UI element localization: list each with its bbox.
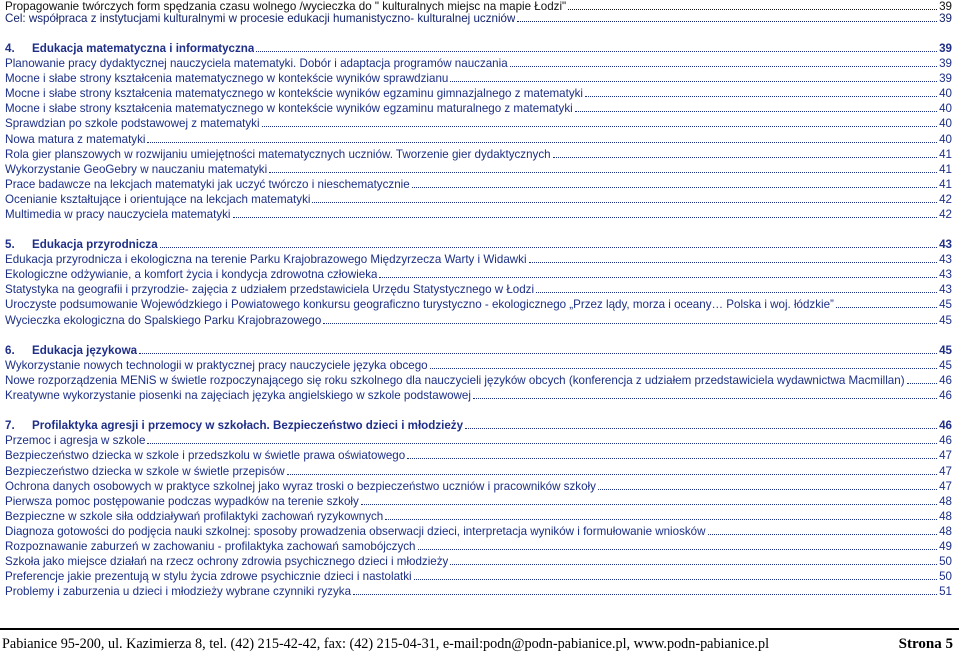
dot-leader (139, 345, 937, 354)
dot-leader (575, 103, 937, 112)
footer-address: Pabianice 95-200, ul. Kazimierza 8, tel. (42) 215-42-42, fax: (42) 215-04-31, e-mail:podn@podn-pabianice.pl, www.podn-pabianice.pl (2, 636, 770, 652)
dot-leader (529, 254, 938, 263)
toc-entry-page: 43 (939, 268, 952, 281)
toc-entry-page: 46 (939, 419, 952, 432)
toc-entry-title: Wykorzystanie GeoGebry w nauczaniu matematyki (5, 163, 268, 176)
toc-entry-page: 40 (939, 133, 952, 146)
toc-entry-page: 39 (939, 12, 952, 25)
toc-section-number: 7. (5, 419, 15, 432)
dot-leader (430, 360, 937, 369)
dot-leader (323, 315, 937, 324)
page-footer (0, 628, 959, 655)
dot-leader (412, 179, 937, 188)
toc-entry-page: 45 (939, 344, 952, 357)
toc-entry-page: 39 (939, 42, 952, 55)
dot-leader (465, 420, 937, 429)
dot-leader (418, 541, 938, 550)
toc-entry-page: 43 (939, 238, 952, 251)
toc-entry[interactable] (5, 57, 952, 70)
dot-leader (353, 586, 937, 595)
dot-leader (361, 496, 937, 505)
toc-entry[interactable] (5, 359, 952, 372)
toc-entry-title: Multimedia w pracy nauczyciela matematyki (5, 208, 231, 221)
toc-entry-title: Edukacja matematyczna i informatyczna (32, 42, 255, 55)
dot-leader (256, 43, 937, 52)
toc-entry-title: Ochrona danych osobowych w praktyce szkolnej jako wyraz troski o bezpieczeństwo uczniów i pracowników szkoły (5, 480, 596, 493)
toc-entry[interactable] (5, 555, 952, 568)
toc-entry-title: Wykorzystanie nowych technologii w praktycznej pracy nauczyciele języka obcego (5, 359, 428, 372)
toc-entry[interactable] (5, 434, 952, 447)
dot-leader (585, 88, 937, 97)
toc-entry[interactable] (5, 480, 952, 493)
dot-leader (536, 284, 937, 293)
toc-entry-page: 41 (939, 178, 952, 191)
toc-entry-title: Bezpieczne w szkole siła oddziaływań profilaktyki zachowań ryzykownych (5, 510, 384, 523)
toc-entry-title: Profilaktyka agresji i przemocy w szkołach. Bezpieczeństwo dzieci i młodzieży (32, 419, 464, 432)
toc-entry-title: Mocne i słabe strony kształcenia matematycznego w kontekście wyników egzaminu maturalnego z matematyki (5, 102, 573, 115)
dot-leader (147, 435, 937, 444)
toc-entry-title: Problemy i zaburzenia u dzieci i młodzieży wybrane czynniki ryzyka (5, 585, 352, 598)
toc-entry-page: 41 (939, 163, 952, 176)
toc-entry-title: Nowa matura z matematyki (5, 133, 146, 146)
toc-entry-page: 46 (939, 434, 952, 447)
toc-entry[interactable] (5, 102, 952, 115)
toc-section-number: 4. (5, 42, 15, 55)
toc-entry-title: Propagowanie twórczych form spędzania czasu wolnego /wycieczka do " kulturalnych miejsc na mapie Łodzi" (5, 0, 567, 13)
toc-section-heading[interactable] (5, 419, 952, 432)
dot-leader (379, 269, 937, 278)
toc-entry-page: 46 (939, 389, 952, 402)
toc-entry-page: 45 (939, 359, 952, 372)
toc-entry-page: 50 (939, 570, 952, 583)
toc-entry-title: Cel: współpraca z instytucjami kulturalnymi w procesie edukacji humanistyczno- kulturalnej uczniów (5, 12, 516, 25)
toc-entry-page: 47 (939, 449, 952, 462)
toc-entry-page: 46 (939, 374, 952, 387)
toc-entry-page: 48 (939, 495, 952, 508)
toc-entry-title: Przemoc i agresja w szkole (5, 434, 146, 447)
toc-entry-page: 45 (939, 314, 952, 327)
toc-entry-title: Mocne i słabe strony kształcenia matematycznego w kontekście wyników sprawdzianu (5, 72, 449, 85)
dot-leader (517, 13, 937, 22)
toc-entry[interactable] (5, 208, 952, 221)
toc-entry-title: Nowe rozporządzenia MENiS w świetle rozpoczynającego się roku szkolnego dla nauczycieli języków obcych (konferencja z udziałem przedstawiciela wydawnictwa Macmillan) (5, 374, 905, 387)
toc-entry[interactable] (5, 87, 952, 100)
toc-entry-page: 40 (939, 87, 952, 100)
dot-leader (510, 58, 937, 67)
toc-entry[interactable] (5, 148, 952, 161)
toc-entry[interactable] (5, 585, 952, 598)
toc-entry[interactable] (5, 298, 952, 311)
toc-entry[interactable] (5, 495, 952, 508)
toc-entry-title: Wycieczka ekologiczna do Spalskiego Parku Krajobrazowego (5, 314, 322, 327)
dot-leader (450, 73, 937, 82)
toc-entry-page: 49 (939, 540, 952, 553)
toc-entry-page: 43 (939, 283, 952, 296)
dot-leader (553, 149, 938, 158)
dot-leader (450, 556, 937, 565)
toc-entry-page: 40 (939, 102, 952, 115)
toc-entry-title: Sprawdzian po szkole podstawowej z matematyki (5, 117, 260, 130)
toc-entry-title: Preferencje jakie prezentują w stylu życia zdrowe psychicznie dzieci i nastolatki (5, 570, 412, 583)
toc-entry[interactable] (5, 253, 952, 266)
toc-entry[interactable] (5, 314, 952, 327)
toc-entry-title: Ekologiczne odżywianie, a komfort życia i kondycja zdrowotna człowieka (5, 268, 378, 281)
toc-entry-title: Szkoła jako miejsce działań na rzecz ochrony zdrowia psychicznego dzieci i młodzieży (5, 555, 449, 568)
toc-entry-page: 39 (939, 72, 952, 85)
toc-entry[interactable] (5, 163, 952, 176)
toc-entry-title: Bezpieczeństwo dziecka w szkole w świetle przepisów (5, 465, 285, 478)
dot-leader (414, 571, 937, 580)
dot-leader (598, 481, 937, 490)
toc-section-heading[interactable] (5, 42, 952, 55)
toc-entry[interactable] (5, 193, 952, 206)
toc-entry-title: Mocne i słabe strony kształcenia matematycznego w kontekście wyników egzaminu gimnazjalnego z matematyki (5, 87, 584, 100)
toc-entry[interactable] (5, 525, 952, 538)
dot-leader (708, 526, 938, 535)
dot-leader (160, 239, 937, 248)
toc-entry-title: Prace badawcze na lekcjach matematyki jak uczyć twórczo i nieschematycznie (5, 178, 410, 191)
toc-entry[interactable] (5, 449, 952, 462)
toc-entry-title: Pierwsza pomoc postępowanie podczas wypadków na terenie szkoły (5, 495, 359, 508)
toc-entry-page: 50 (939, 555, 952, 568)
toc-entry[interactable] (5, 117, 952, 130)
toc-entry-title: Rozpoznawanie zaburzeń w zachowaniu - profilaktyka zachowań samobójczych (5, 540, 416, 553)
toc-entry-page: 42 (939, 208, 952, 221)
toc-entry[interactable] (5, 133, 952, 146)
toc-entry-page: 48 (939, 510, 952, 523)
toc-entry-title: Edukacja przyrodnicza i ekologiczna na terenie Parku Krajobrazowego Międzyrzecza Warty i Widawki (5, 253, 527, 266)
toc-entry[interactable] (5, 268, 952, 281)
dot-leader (568, 1, 937, 10)
toc-entry-page: 40 (939, 117, 952, 130)
dot-leader (907, 375, 938, 384)
toc-entry-title: Edukacja językowa (32, 344, 138, 357)
toc-entry-page: 51 (939, 585, 952, 598)
toc-entry[interactable] (5, 12, 952, 25)
toc-section-heading[interactable] (5, 238, 952, 251)
toc-entry-title: Ocenianie kształtujące i orientujące na lekcjach matematyki (5, 193, 311, 206)
dot-leader (407, 450, 937, 459)
page-number: Strona 5 (898, 636, 953, 652)
toc-section-number: 6. (5, 344, 15, 357)
toc-entry-title: Statystyka na geografii i przyrodzie- zajęcia z udziałem przedstawiciela Urzędu Statystycznego w Łodzi (5, 283, 535, 296)
toc-entry-title: Diagnoza gotowości do podjęcia nauki szkolnej: sposoby prowadzenia obserwacji dzieci, interpretacja wyników i formułowanie wniosków (5, 525, 706, 538)
dot-leader (262, 118, 938, 127)
toc-entry[interactable] (5, 389, 952, 402)
dot-leader (385, 511, 937, 520)
toc-entry-page: 42 (939, 193, 952, 206)
toc-entry[interactable] (5, 510, 952, 523)
toc-entry[interactable] (5, 72, 952, 85)
toc-entry-page: 39 (939, 0, 952, 13)
toc-section-number: 5. (5, 238, 15, 251)
dot-leader (269, 164, 937, 173)
dot-leader (233, 209, 938, 218)
toc-section-heading[interactable] (5, 344, 952, 357)
toc-entry-page: 45 (939, 298, 952, 311)
toc-entry[interactable] (5, 374, 952, 387)
toc-entry[interactable] (5, 540, 952, 553)
toc-entry-title: Planowanie pracy dydaktycznej nauczyciela matematyki. Dobór i adaptacja programów nauczania (5, 57, 508, 70)
dot-leader (147, 134, 937, 143)
toc-entry-page: 39 (939, 57, 952, 70)
toc-entry-page: 47 (939, 480, 952, 493)
toc-entry[interactable] (5, 570, 952, 583)
dot-leader (836, 299, 937, 308)
toc-entry-title: Edukacja przyrodnicza (32, 238, 158, 251)
dot-leader (312, 194, 937, 203)
toc-entry-page: 43 (939, 253, 952, 266)
toc-entry-title: Bezpieczeństwo dziecka w szkole i przedszkolu w świetle prawa oświatowego (5, 449, 406, 462)
toc-entry[interactable] (5, 283, 952, 296)
dot-leader (473, 390, 937, 399)
toc-entry[interactable] (5, 465, 952, 478)
toc-entry-page: 41 (939, 148, 952, 161)
toc-entry-title: Rola gier planszowych w rozwijaniu umiejętności matematycznych uczniów. Tworzenie gier dydaktycznych (5, 148, 551, 161)
toc-entry-title: Kreatywne wykorzystanie piosenki na zajęciach języka angielskiego w szkole podstawowej (5, 389, 471, 402)
toc-entry-page: 48 (939, 525, 952, 538)
toc-entry-page: 47 (939, 465, 952, 478)
toc-entry-title: Uroczyste podsumowanie Wojewódzkiego i Powiatowego konkursu geograficzno turystyczno - ekologicznego „Przez lądy, morza i oceany… Polska i woj. łódzkie” (5, 298, 834, 311)
toc-entry[interactable] (5, 178, 952, 191)
dot-leader (287, 466, 937, 475)
